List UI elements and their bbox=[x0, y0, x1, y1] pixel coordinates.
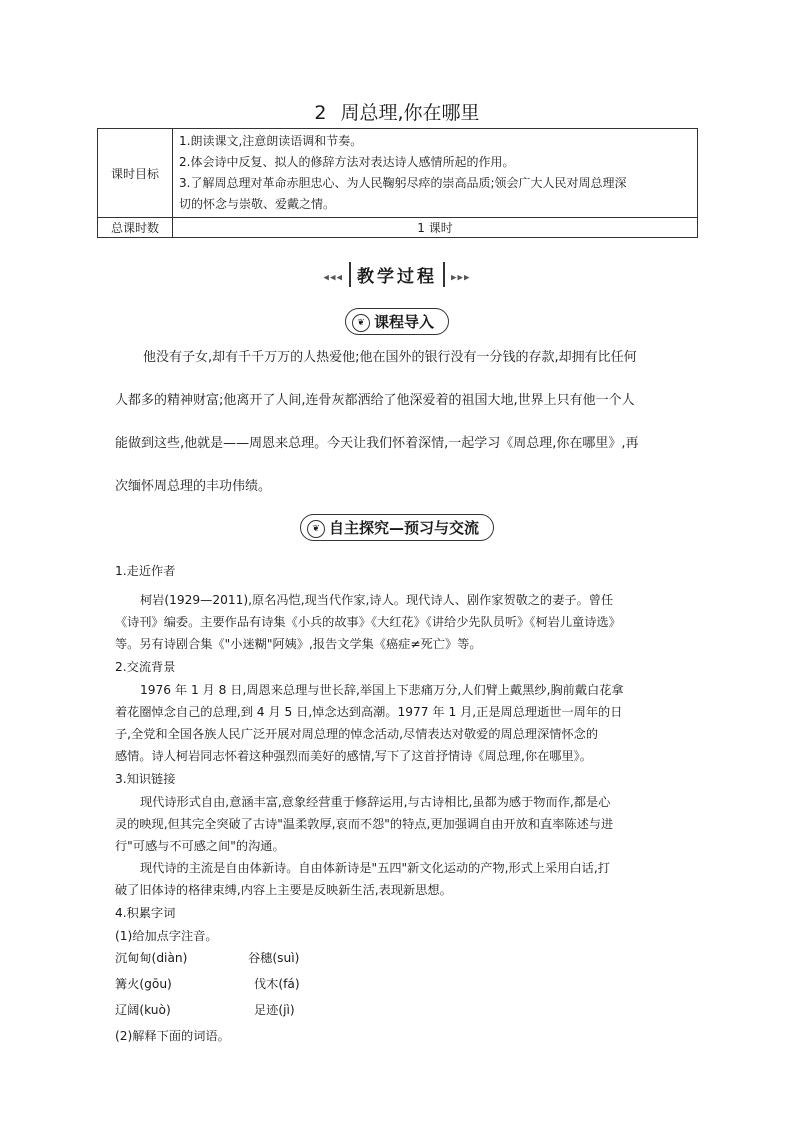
intro-paragraph bbox=[115, 336, 695, 508]
book-icon: ❦ bbox=[352, 314, 370, 332]
arrows-left-icon: ◂◂◂ bbox=[323, 270, 343, 284]
lesson-info-table bbox=[97, 128, 698, 238]
pinyin-item: 足迹(jì) bbox=[254, 1003, 295, 1017]
intro-section-title: 课程导入 bbox=[373, 313, 434, 331]
explore-body bbox=[115, 559, 695, 1047]
hours-value: 1 课时 bbox=[173, 218, 698, 238]
pinyin-item: 辽阔(kuò) bbox=[115, 1003, 171, 1017]
lesson-number: 2 bbox=[314, 102, 327, 124]
hours-label: 总课时数 bbox=[98, 218, 173, 238]
heading-knowledge: 3.知识链接 bbox=[115, 772, 176, 786]
intro-line: 次缅怀周总理的丰功伟绩。 bbox=[115, 479, 272, 494]
background-line: 感情。诗人柯岩同志怀着这种强烈而美好的感情,写下了这首抒情诗《周总理,你在哪里》。 bbox=[115, 749, 592, 763]
knowledge-line: 破了旧体诗的格律束缚,内容上主要是反映新生活,表现新思想。 bbox=[115, 883, 452, 897]
knowledge-line: 灵的映现,但其完全突破了古诗"温柔敦厚,哀而不怨"的特点,更加强调自由开放和直率陈述与进 bbox=[115, 817, 614, 831]
background-line: 子,全党和全国各族人民广泛开展对周总理的悼念活动,尽情表达对敬爱的周总理深情怀念的 bbox=[115, 727, 599, 741]
goal-label: 课时目标 bbox=[98, 129, 173, 218]
intro-line: 人都多的精神财富;他离开了人间,连骨灰都洒给了他深爱着的祖国大地,世界上只有他一个人 bbox=[115, 393, 635, 408]
pinyin-row bbox=[115, 973, 695, 999]
pinyin-row bbox=[115, 999, 695, 1025]
author-line: 《诗刊》编委。主要作品有诗集《小兵的故事》《大红花》《讲给少先队员听》《柯岩儿童诗选》 bbox=[115, 615, 621, 629]
pinyin-item: 沉甸甸(diàn) bbox=[115, 951, 188, 965]
goal-line: 2.体会诗中反复、拟人的修辞方法对表达诗人感情所起的作用。 bbox=[179, 155, 515, 169]
goal-line: 1.朗读课文,注意朗读语调和节奏。 bbox=[179, 134, 363, 148]
intro-line: 能做到这些,他就是——周恩来总理。今天让我们怀着深情,一起学习《周总理,你在哪里》,再 bbox=[115, 436, 639, 451]
explore-section-title: 自主探究—预习与交流 bbox=[328, 519, 479, 537]
goal-cell bbox=[173, 129, 698, 218]
arrows-right-icon: ▸▸▸ bbox=[451, 270, 471, 284]
pinyin-row bbox=[115, 947, 695, 973]
sub-question-1: (1)给加点字注音。 bbox=[115, 929, 218, 943]
explore-section-header bbox=[0, 514, 794, 541]
heading-author: 1.走近作者 bbox=[115, 564, 176, 578]
heading-background: 2.交流背景 bbox=[115, 660, 176, 674]
goal-line: 3.了解周总理对革命赤胆忠心、为人民鞠躬尽瘁的崇高品质;领会广大人民对周总理深 bbox=[179, 176, 627, 190]
pinyin-item: 伐木(fá) bbox=[254, 977, 300, 991]
heading-vocabulary: 4.积累字词 bbox=[115, 906, 176, 920]
sub-question-2: (2)解释下面的词语。 bbox=[115, 1029, 230, 1043]
knowledge-line: 现代诗的主流是自由体新诗。自由体新诗是"五四"新文化运动的产物,形式上采用白话,打 bbox=[140, 861, 610, 875]
intro-section-header bbox=[0, 308, 794, 335]
author-line: 等。另有诗剧合集《"小迷糊"阿姨》,报告文学集《癌症≠死亡》等。 bbox=[115, 637, 482, 651]
background-line: 着花圈悼念自己的总理,到 4 月 5 日,悼念达到高潮。1977 年 1 月,正是周总理逝世一周年的日 bbox=[115, 705, 623, 719]
lesson-title: 周总理,你在哪里 bbox=[340, 102, 480, 124]
teaching-process-header bbox=[0, 262, 794, 287]
pinyin-item: 篝火(gōu) bbox=[115, 977, 172, 991]
teaching-process-title: 教学过程 bbox=[349, 262, 445, 287]
book-icon: ❦ bbox=[307, 520, 325, 538]
intro-line: 他没有子女,却有千千万万的人热爱他;他在国外的银行没有一分钱的存款,却拥有比任何 bbox=[143, 350, 637, 365]
pinyin-item: 谷穗(suì) bbox=[248, 951, 300, 965]
knowledge-line: 现代诗形式自由,意涵丰富,意象经营重于修辞运用,与古诗相比,虽都为感于物而作,都是心 bbox=[140, 795, 611, 809]
goal-line: 切的怀念与崇敬、爱戴之情。 bbox=[179, 197, 336, 211]
background-line: 1976 年 1 月 8 日,周恩来总理与世长辞,举国上下悲痛万分,人们臂上戴黑纱,胸前戴白花拿 bbox=[140, 683, 624, 697]
knowledge-line: 行"可感与不可感之间"的沟通。 bbox=[115, 839, 285, 853]
page-title bbox=[0, 100, 794, 126]
author-line: 柯岩(1929—2011),原名冯恺,现当代作家,诗人。现代诗人、剧作家贺敬之的妻子。曾任 bbox=[140, 593, 614, 607]
